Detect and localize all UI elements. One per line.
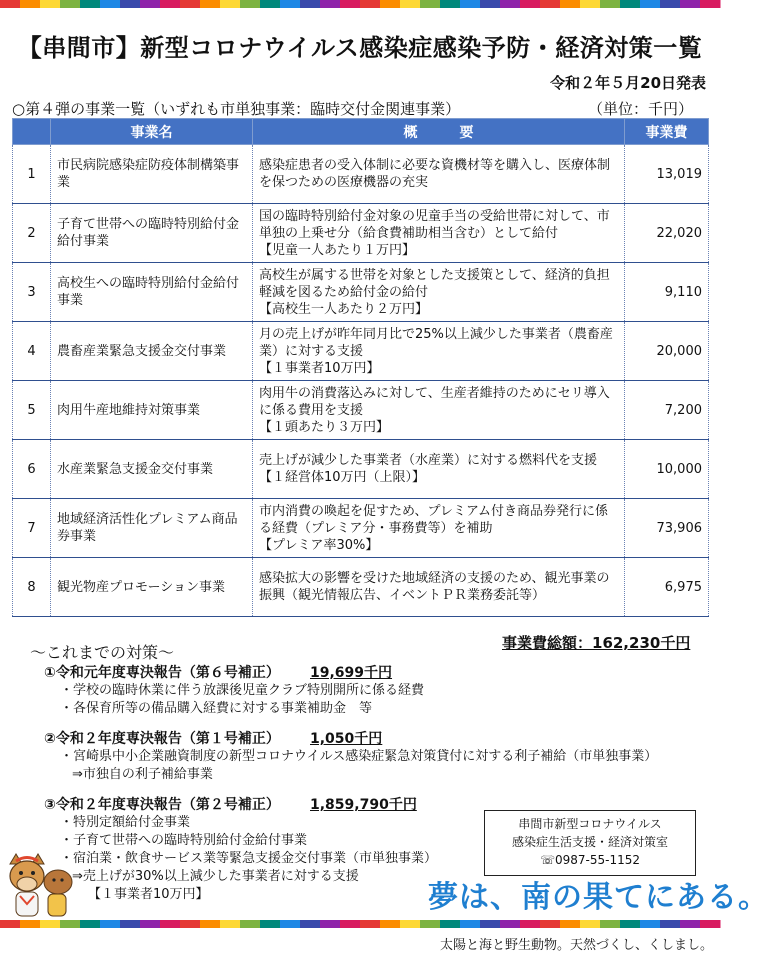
rainbow-segment bbox=[100, 0, 121, 8]
rainbow-segment bbox=[660, 920, 681, 928]
rainbow-segment bbox=[600, 920, 621, 928]
rainbow-segment bbox=[80, 920, 101, 928]
rainbow-segment bbox=[440, 0, 461, 8]
table-row bbox=[13, 381, 709, 440]
summary-line: 感染拡大の影響を受けた地域経済の支援のため、観光事業の振興（観光情報広告、イベントＰＲ業務委託等） bbox=[259, 571, 610, 603]
report-item: ・宿泊業・飲食サービス業等緊急支援金交付事業（市単独事業） bbox=[60, 851, 438, 866]
row-number: 1 bbox=[13, 145, 51, 204]
summary-line: 市内消費の喚起を促すため、プレミアム付き商品券発行に係る経費（プレミア分・事務費等）を補助 bbox=[259, 503, 609, 536]
rainbow-segment bbox=[580, 0, 601, 8]
rainbow-segment bbox=[100, 920, 121, 928]
summary-line: 【プレミア率30%】 bbox=[259, 537, 379, 553]
table-row bbox=[13, 558, 709, 617]
project-summary bbox=[253, 204, 625, 263]
rainbow-segment bbox=[520, 0, 541, 8]
project-cost: 13,019 bbox=[625, 145, 709, 204]
table-row bbox=[13, 263, 709, 322]
rainbow-segment bbox=[380, 920, 401, 928]
report-amount: 19,699千円 bbox=[310, 665, 393, 681]
rainbow-segment bbox=[540, 920, 561, 928]
rainbow-segment bbox=[400, 0, 421, 8]
project-name: 地域経済活性化プレミアム商品券事業 bbox=[51, 499, 253, 558]
report-item: ・宮崎県中小企業融資制度の新型コロナウイルス感染症緊急対策貸付に対する利子補給（市単独事業） bbox=[60, 749, 658, 764]
project-summary bbox=[253, 558, 625, 617]
summary-line: 【高校生一人あたり２万円】 bbox=[259, 301, 429, 317]
rainbow-segment bbox=[560, 920, 581, 928]
rainbow-segment bbox=[460, 920, 481, 928]
rainbow-segment bbox=[20, 920, 41, 928]
rainbow-segment bbox=[680, 0, 701, 8]
report-amount: 1,050千円 bbox=[310, 731, 383, 747]
summary-line: 感染症患者の受入体制に必要な資機材等を購入し、医療体制を保つための医療機器の充実 bbox=[259, 158, 611, 190]
rainbow-segment bbox=[120, 920, 141, 928]
rainbow-segment bbox=[80, 0, 101, 8]
report-title: ②令和２年度専決報告（第１号補正） bbox=[44, 731, 280, 747]
past-measures-heading: ～これまでの対策～ bbox=[30, 643, 175, 662]
project-name: 肉用牛産地維持対策事業 bbox=[51, 381, 253, 440]
rainbow-segment bbox=[300, 0, 321, 8]
report-heading bbox=[44, 730, 657, 748]
total-cost: 事業費総額：162,230千円 bbox=[502, 634, 691, 652]
report-amount: 1,859,790千円 bbox=[310, 797, 417, 813]
project-summary bbox=[253, 263, 625, 322]
rainbow-segment bbox=[460, 0, 481, 8]
rainbow-segment bbox=[500, 920, 521, 928]
project-cost: 10,000 bbox=[625, 440, 709, 499]
rainbow-segment bbox=[180, 920, 201, 928]
summary-line: 高校生が属する世帯を対象とした支援策として、経済的負担軽減を図るため給付金の給付 bbox=[259, 267, 610, 300]
horse-mascot-illustration bbox=[2, 852, 78, 920]
rainbow-segment bbox=[660, 0, 681, 8]
rainbow-segment bbox=[640, 920, 661, 928]
table-row bbox=[13, 499, 709, 558]
rainbow-segment bbox=[420, 0, 441, 8]
rainbow-segment bbox=[20, 0, 41, 8]
city-slogan: 夢は、南の果てにある。 bbox=[428, 880, 769, 915]
summary-line: 売上げが減少した事業者（水産業）に対する燃料代を支援 bbox=[259, 453, 598, 468]
report-heading bbox=[44, 796, 437, 814]
rainbow-segment bbox=[320, 920, 341, 928]
summary-line: 【１事業者10万円】 bbox=[259, 360, 380, 376]
page-title: 【串間市】新型コロナウイルス感染症感染予防・経済対策一覧 bbox=[17, 34, 703, 62]
rainbow-segment bbox=[640, 0, 661, 8]
past-report bbox=[44, 730, 657, 784]
rainbow-segment bbox=[140, 920, 161, 928]
row-number: 2 bbox=[13, 204, 51, 263]
contact-phone: ☏0987-55-1152 bbox=[539, 853, 640, 867]
rainbow-bar-bottom bbox=[0, 920, 720, 928]
header-cost: 事業費 bbox=[625, 119, 709, 145]
rainbow-segment bbox=[0, 920, 21, 928]
rainbow-segment bbox=[140, 0, 161, 8]
table-body bbox=[13, 145, 709, 617]
rainbow-segment bbox=[220, 920, 241, 928]
contact-office-line2: 感染症生活支援・経済対策室 bbox=[511, 835, 668, 849]
rainbow-segment bbox=[600, 0, 621, 8]
rainbow-segment bbox=[40, 0, 61, 8]
project-name: 観光物産プロモーション事業 bbox=[51, 558, 253, 617]
rainbow-segment bbox=[160, 0, 181, 8]
rainbow-segment bbox=[200, 0, 221, 8]
report-title: ①令和元年度専決報告（第６号補正） bbox=[44, 665, 280, 681]
row-number: 3 bbox=[13, 263, 51, 322]
rainbow-segment bbox=[180, 0, 201, 8]
unit-label: （単位：千円） bbox=[588, 100, 694, 118]
past-report bbox=[44, 664, 424, 718]
rainbow-segment bbox=[60, 0, 81, 8]
rainbow-segment bbox=[560, 0, 581, 8]
rainbow-segment bbox=[220, 0, 241, 8]
row-number: 6 bbox=[13, 440, 51, 499]
rainbow-segment bbox=[280, 920, 301, 928]
project-name: 水産業緊急支援金交付事業 bbox=[51, 440, 253, 499]
row-number: 4 bbox=[13, 322, 51, 381]
table-header-row bbox=[13, 119, 709, 145]
project-cost: 20,000 bbox=[625, 322, 709, 381]
report-heading bbox=[44, 664, 424, 682]
summary-line: 国の臨時特別給付金対象の児童手当の受給世帯に対して、市単独の上乗せ分（給食費補助相当含む）として給付 bbox=[259, 208, 610, 241]
past-report bbox=[44, 796, 437, 904]
announcement-date: 令和２年５月20日発表 bbox=[550, 74, 706, 92]
report-item: ・子育て世帯への臨時特別給付金給付事業 bbox=[60, 833, 308, 848]
report-item: 【１事業者10万円】 bbox=[88, 887, 209, 902]
rainbow-segment bbox=[440, 920, 461, 928]
header-name: 事業名 bbox=[51, 119, 253, 145]
header-no bbox=[13, 119, 51, 145]
rainbow-segment bbox=[40, 920, 61, 928]
rainbow-segment bbox=[480, 0, 501, 8]
rainbow-segment bbox=[360, 920, 381, 928]
rainbow-segment bbox=[420, 920, 441, 928]
rainbow-segment bbox=[480, 920, 501, 928]
project-summary bbox=[253, 145, 625, 204]
rainbow-segment bbox=[680, 920, 701, 928]
rainbow-segment bbox=[280, 0, 301, 8]
rainbow-segment bbox=[700, 920, 721, 928]
rainbow-segment bbox=[320, 0, 341, 8]
summary-line: 【１経営体10万円（上限）】 bbox=[259, 470, 426, 485]
rainbow-segment bbox=[400, 920, 421, 928]
report-title: ③令和２年度専決報告（第２号補正） bbox=[44, 797, 280, 813]
summary-line: 【１頭あたり３万円】 bbox=[259, 419, 390, 435]
row-number: 5 bbox=[13, 381, 51, 440]
rainbow-segment bbox=[340, 0, 361, 8]
rainbow-segment bbox=[300, 920, 321, 928]
report-item: ・特別定額給付金事業 bbox=[60, 815, 191, 830]
project-cost: 73,906 bbox=[625, 499, 709, 558]
rainbow-bar-top bbox=[0, 0, 720, 8]
rainbow-segment bbox=[380, 0, 401, 8]
report-item: ⇒市独自の利子補給事業 bbox=[72, 767, 213, 782]
project-name: 高校生への臨時特別給付金給付事業 bbox=[51, 263, 253, 322]
rainbow-segment bbox=[0, 0, 21, 8]
row-number: 8 bbox=[13, 558, 51, 617]
table-row bbox=[13, 204, 709, 263]
rainbow-segment bbox=[520, 920, 541, 928]
project-summary bbox=[253, 440, 625, 499]
rainbow-segment bbox=[360, 0, 381, 8]
project-name: 子育て世帯への臨時特別給付金給付事業 bbox=[51, 204, 253, 263]
project-cost: 6,975 bbox=[625, 558, 709, 617]
table-row bbox=[13, 145, 709, 204]
rainbow-segment bbox=[700, 0, 721, 8]
rainbow-segment bbox=[200, 920, 221, 928]
measures-table bbox=[12, 118, 709, 617]
contact-office-line1: 串間市新型コロナウイルス bbox=[518, 817, 662, 831]
report-item: ・各保育所等の備品購入経費に対する事業補助金 等 bbox=[60, 701, 373, 716]
table-row bbox=[13, 440, 709, 499]
row-number: 7 bbox=[13, 499, 51, 558]
summary-line: 【児童一人あたり１万円】 bbox=[259, 242, 416, 258]
project-summary bbox=[253, 322, 625, 381]
rainbow-segment bbox=[260, 0, 281, 8]
rainbow-segment bbox=[500, 0, 521, 8]
report-item: ⇒売上げが30%以上減少した事業者に対する支援 bbox=[72, 869, 359, 884]
summary-line: 肉用牛の消費落込みに対して、生産者維持のためにセリ導入に係る費用を支援 bbox=[259, 385, 610, 418]
rainbow-segment bbox=[540, 0, 561, 8]
project-cost: 7,200 bbox=[625, 381, 709, 440]
rainbow-segment bbox=[580, 920, 601, 928]
contact-box bbox=[484, 810, 696, 876]
project-name: 農畜産業緊急支援金交付事業 bbox=[51, 322, 253, 381]
project-summary bbox=[253, 381, 625, 440]
report-item: ・学校の臨時休業に伴う放課後児童クラブ特別開所に係る経費 bbox=[60, 683, 425, 698]
rainbow-segment bbox=[160, 920, 181, 928]
table-row bbox=[13, 322, 709, 381]
rainbow-segment bbox=[60, 920, 81, 928]
rainbow-segment bbox=[120, 0, 141, 8]
rainbow-segment bbox=[620, 0, 641, 8]
rainbow-segment bbox=[620, 920, 641, 928]
project-name: 市民病院感染症防疫体制構築事業 bbox=[51, 145, 253, 204]
header-summary: 概 要 bbox=[253, 119, 625, 145]
rainbow-segment bbox=[260, 920, 281, 928]
section-label: ○第４弾の事業一覧（いずれも市単独事業：臨時交付金関連事業） bbox=[12, 100, 461, 118]
project-summary bbox=[253, 499, 625, 558]
rainbow-segment bbox=[240, 920, 261, 928]
rainbow-segment bbox=[340, 920, 361, 928]
project-cost: 22,020 bbox=[625, 204, 709, 263]
project-cost: 9,110 bbox=[625, 263, 709, 322]
summary-line: 月の売上げが昨年同月比で25%以上減少した事業者（農畜産業）に対する支援 bbox=[259, 326, 613, 359]
rainbow-segment bbox=[240, 0, 261, 8]
city-tagline: 太陽と海と野生動物。天然づくし、くしまし。 bbox=[440, 938, 714, 953]
